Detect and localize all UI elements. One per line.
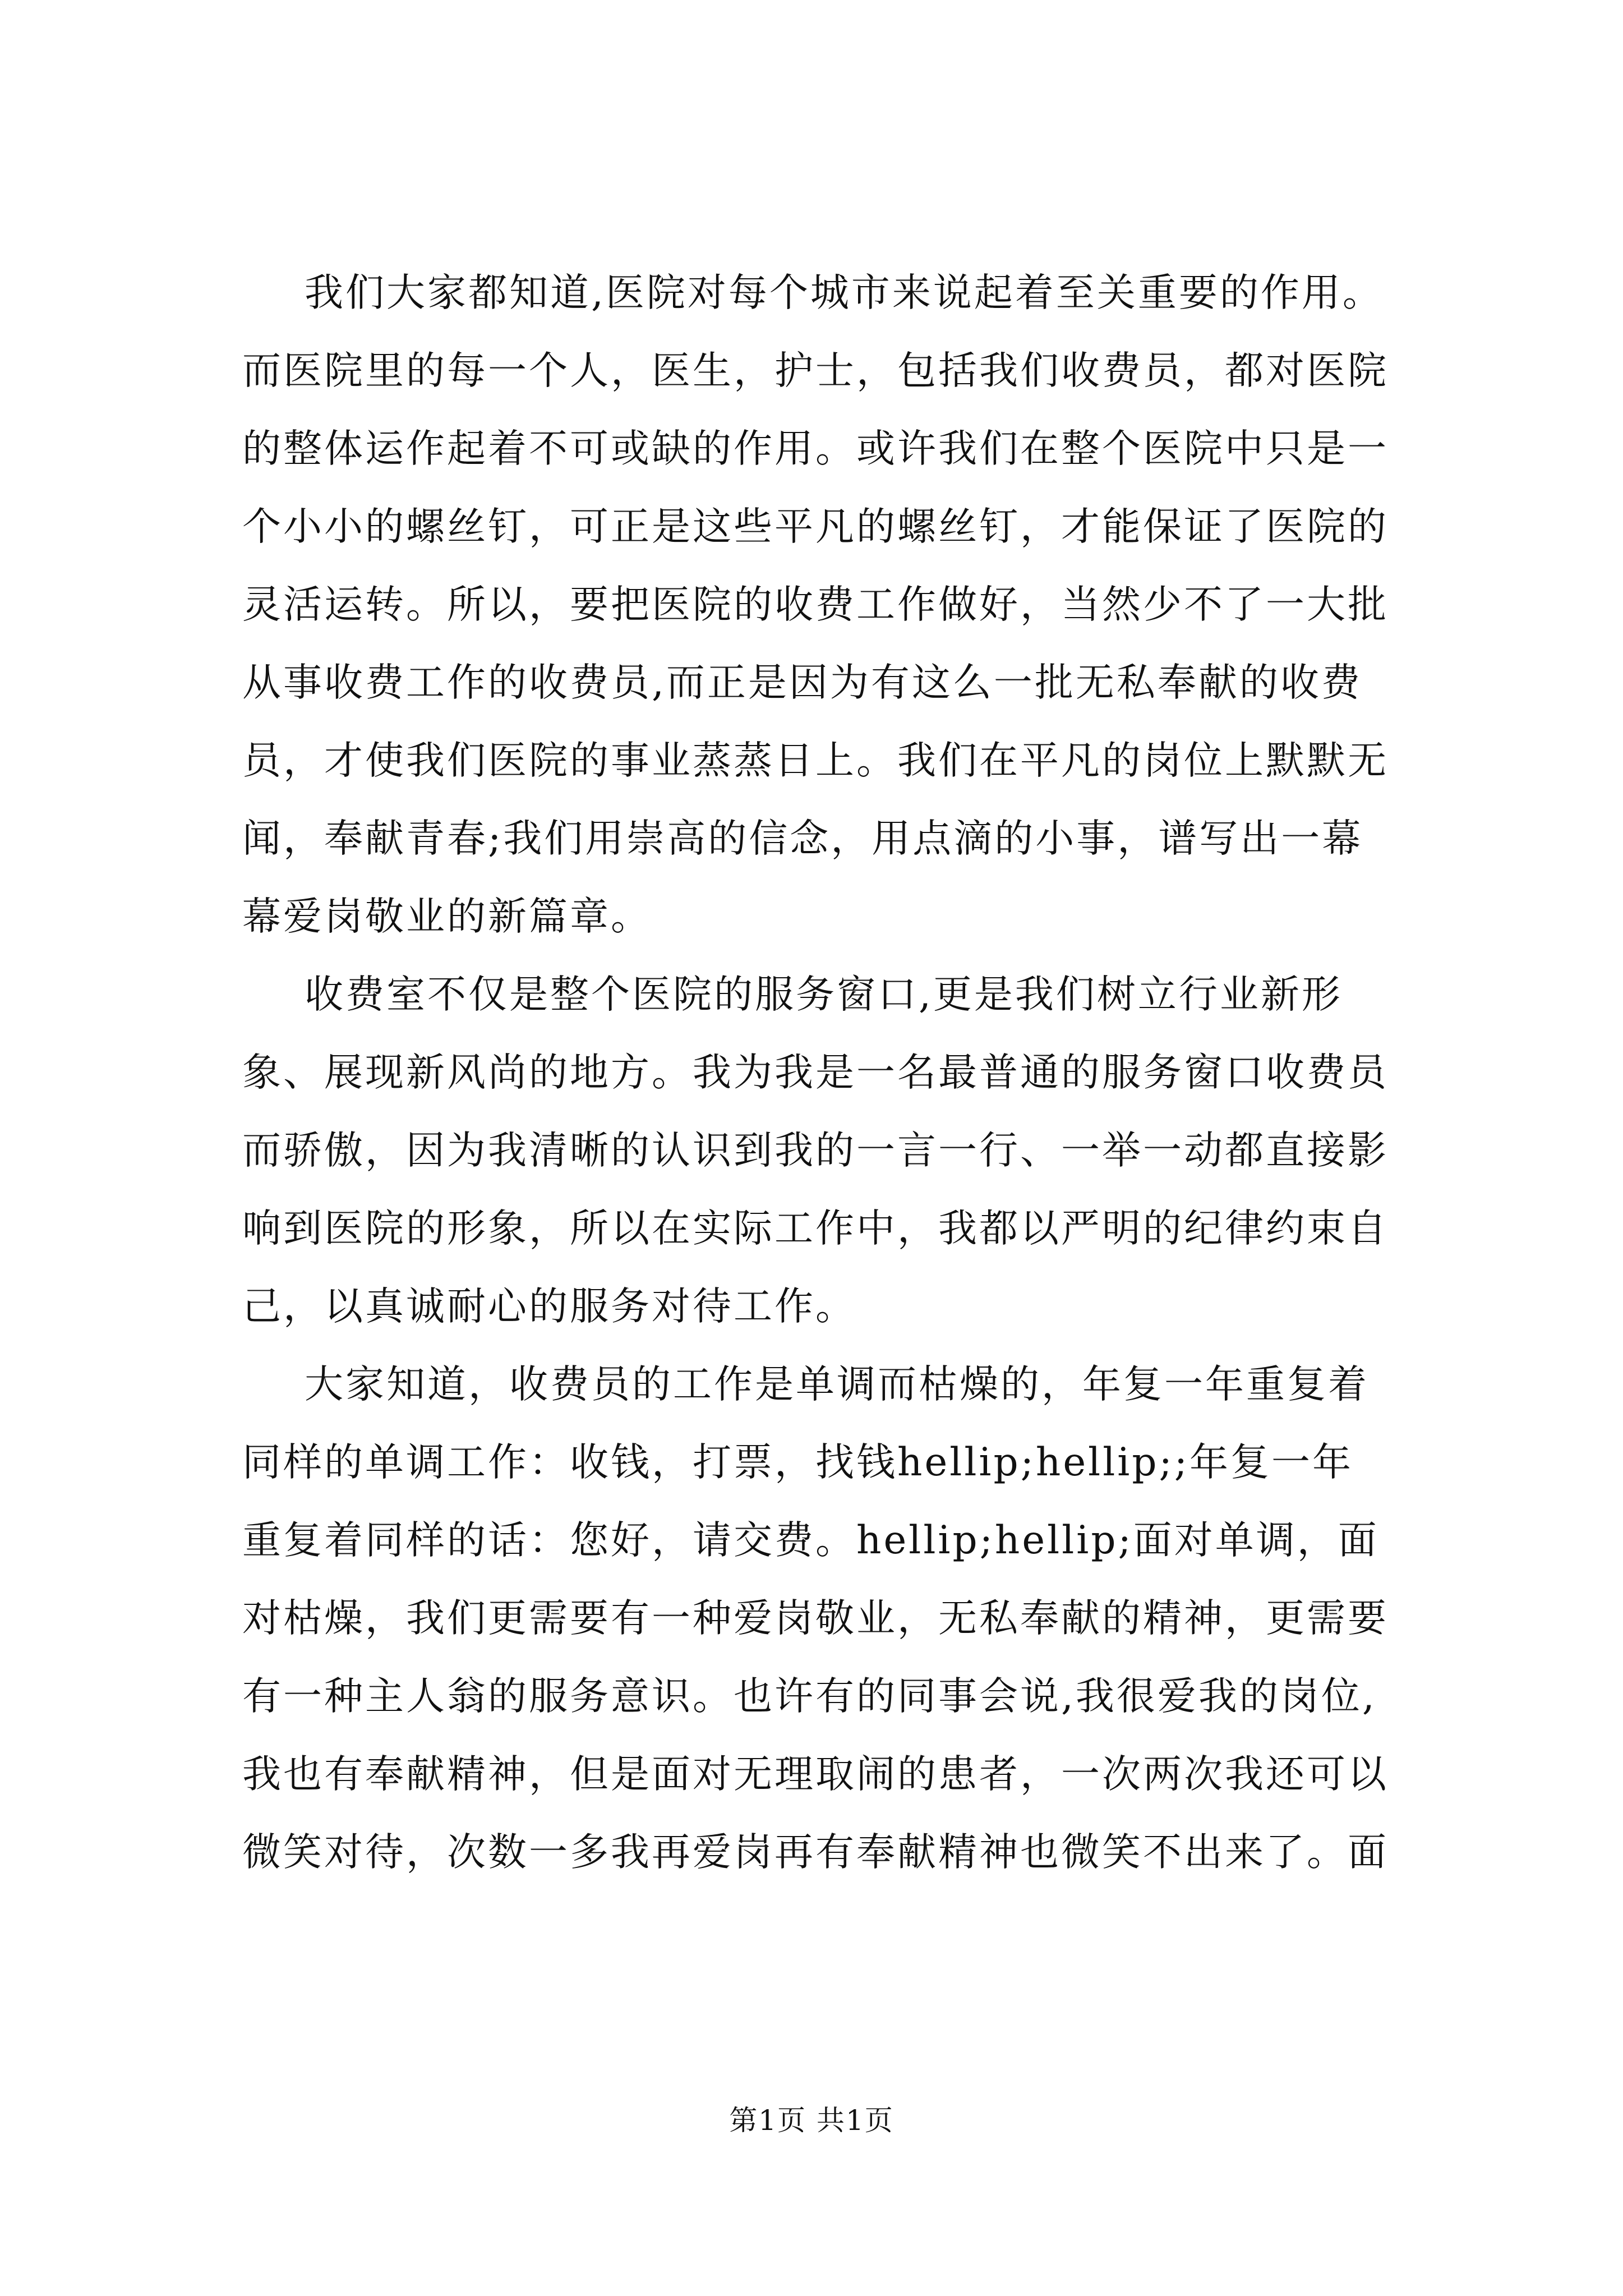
text-line: 个小小的螺丝钉，可正是这些平凡的螺丝钉，才能保证了医院的 [242, 504, 1389, 549]
text-line: 有一种主人翁的服务意识。也许有的同事会说,我很爱我的岗位, [242, 1674, 1377, 1719]
text-line: 己，以真诚耐心的服务对待工作。 [242, 1284, 856, 1329]
text-line: 的整体运作起着不可或缺的作用。或许我们在整个医院中只是一 [242, 426, 1389, 471]
text-line: 我也有奉献精神，但是面对无理取闹的患者，一次两次我还可以 [242, 1752, 1389, 1797]
text-line: 收费室不仅是整个医院的服务窗口,更是我们树立行业新形 [305, 972, 1343, 1017]
text-line: 幕爱岗敬业的新篇章。 [242, 894, 652, 939]
text-line: 象、展现新风尚的地方。我为我是一名最普通的服务窗口收费员 [242, 1050, 1389, 1095]
text-line: 从事收费工作的收费员,而正是因为有这么一批无私奉献的收费 [242, 660, 1362, 705]
text-line: 同样的单调工作：收钱，打票，找钱hellip;hellip;;年复一年 [242, 1440, 1354, 1485]
text-line: 大家知道，收费员的工作是单调而枯燥的，年复一年重复着 [305, 1362, 1369, 1407]
text-line: 我们大家都知道,医院对每个城市来说起着至关重要的作用。 [305, 270, 1384, 315]
text-line: 响到医院的形象，所以在实际工作中，我都以严明的纪律约束自 [242, 1206, 1389, 1251]
text-line: 而医院里的每一个人，医生，护士，包括我们收费员，都对医院 [242, 348, 1389, 393]
page-number-footer: 第1页 共1页 [729, 2104, 894, 2137]
text-line: 对枯燥，我们更需要有一种爱岗敬业，无私奉献的精神，更需要 [242, 1596, 1389, 1641]
text-line: 重复着同样的话：您好，请交费。hellip;hellip;面对单调，面 [242, 1518, 1379, 1563]
text-line: 员，才使我们医院的事业蒸蒸日上。我们在平凡的岗位上默默无 [242, 738, 1389, 783]
text-line: 微笑对待，次数一多我再爱岗再有奉献精神也微笑不出来了。面 [242, 1830, 1389, 1875]
text-line: 灵活运转。所以，要把医院的收费工作做好，当然少不了一大批 [242, 582, 1389, 627]
text-line: 而骄傲，因为我清晰的认识到我的一言一行、一举一动都直接影 [242, 1128, 1389, 1173]
text-line: 闻，奉献青春;我们用崇高的信念，用点滴的小事，谱写出一幕 [242, 816, 1363, 861]
